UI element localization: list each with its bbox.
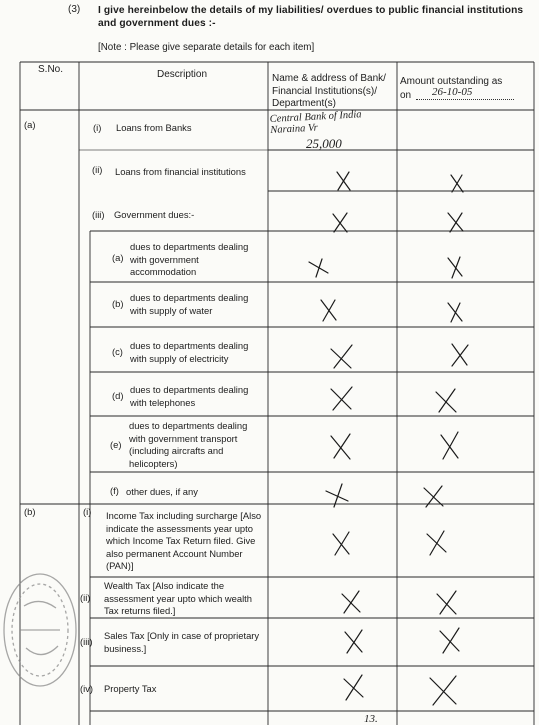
handwritten-cross-mark-icon [333,213,347,232]
row-description: Income Tax including surcharge [Also indicate the assessments year upto which Income Tax Return filed. Give also permanent Account Number (PAN)] [106,510,262,571]
header-name-address: Name & address of Bank/ Financial Institutions(s)/ Department(s) [272,73,386,109]
handwritten-cross-mark-icon [342,591,360,613]
handwritten-cross-mark-icon [427,531,446,555]
row-number: (a) [112,252,124,263]
row-description: Government dues:- [114,209,195,220]
row-description: dues to departments dealing with supply of electricity [130,340,249,364]
handwritten-cross-mark-icon [436,389,456,412]
sno-a: (a) [24,119,36,130]
row-number: (b) [112,298,124,309]
row-number: (d) [112,390,124,401]
intro-text: I give hereinbelow the details of my liabilities/ overdues to public financial institutions and government dues :- [98,5,524,29]
handwritten-cross-mark-icon [440,628,459,653]
handwritten-cross-mark-icon [331,434,350,459]
handwritten-cross-mark-icon [448,303,462,322]
handwritten-cross-mark-icon [344,675,363,700]
row-number: (e) [110,439,122,450]
header-amount-on: on [400,90,412,101]
handwritten-cross-mark-icon [337,172,350,190]
handwritten-cross-mark-icon [448,257,462,278]
handwritten-cross-mark-icon [424,486,443,507]
handwritten-cross-mark-icon [321,300,336,321]
row-description: Property Tax [104,683,157,694]
row-description: dues to departments dealing with government transport (including aircrafts and helicopters) [129,420,248,469]
header-amount: Amount outstanding as [400,76,503,87]
row-number: (i) [83,506,92,517]
row-description: dues to departments dealing with supply of water [130,292,249,316]
row-description: Loans from Banks [116,122,192,133]
row-number: (i) [93,122,102,133]
handwritten-cross-mark-icon [331,387,352,410]
row-description: dues to departments dealing with government accommodation [130,241,249,277]
handwritten-cross-mark-icon [430,676,456,705]
row-number: (ii) [92,164,103,175]
row-description: Wealth Tax [Also indicate the assessment year upto which wealth Tax returns filed.] [104,580,252,616]
sno-b: (b) [24,506,36,517]
handwritten-cross-mark-icon [441,432,458,459]
row-description: Loans from financial institutions [115,166,246,177]
official-seal-stamp-icon [2,566,86,694]
handwritten-cross-mark-icon [451,175,463,192]
handwritten-cross-mark-icon [448,213,463,232]
row-number: (c) [112,346,123,357]
row-number: (iv) [80,683,94,694]
handwritten-cross-mark-icon [309,259,328,277]
amount-date-handwritten: 26-10-05 [432,86,473,98]
handwritten-cross-mark-icon [333,532,349,555]
row-number: (f) [110,485,119,496]
row-number: (iii) [80,636,93,647]
row-number: (iii) [92,209,105,220]
note-text: [Note : Please give separate details for each item] [98,42,315,53]
item-number: (3) [68,4,81,15]
handwritten-cross-mark-icon [331,345,352,368]
row-number: (ii) [80,592,91,603]
row-description: Sales Tax [Only in case of proprietary business.] [104,630,260,654]
loan-amount-handwritten: 25,000 [306,136,342,151]
bank-name-handwritten: Central Bank of India Naraina Vr [269,109,362,137]
handwritten-cross-mark-icon [437,591,456,614]
row-description: dues to departments dealing with telephones [130,384,249,408]
row-description: other dues, if any [126,486,198,497]
handwritten-cross-mark-icon [345,630,362,653]
handwritten-cross-mark-icon [452,344,468,366]
page-number: 13. [364,713,378,725]
header-description: Description [157,69,208,80]
header-sno: S.No. [38,64,64,75]
handwritten-cross-mark-icon [326,484,348,507]
